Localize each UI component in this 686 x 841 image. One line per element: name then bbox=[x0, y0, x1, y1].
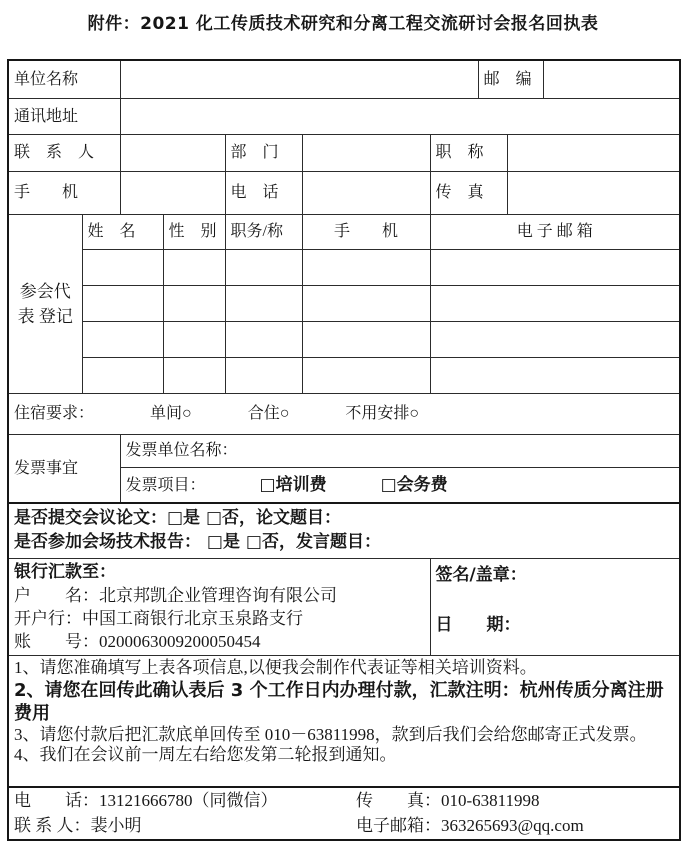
note-3: 3、请您付款后把汇款底单回传至 010－63811998，款到后我们会给您邮寄正式发票。 bbox=[14, 724, 647, 744]
accommodation-cell bbox=[8, 394, 680, 435]
accommodation-option-single[interactable]: 单间○ bbox=[150, 405, 192, 423]
note-2: 2、请您在回传此确认表后 3 个工作日内办理付款，汇款注明：杭州传质分离注册费用 bbox=[14, 679, 664, 724]
row-address bbox=[8, 99, 680, 135]
bank-title: 银行汇款至： bbox=[14, 562, 116, 582]
unit-name-label: 单位名称 bbox=[8, 60, 120, 99]
participant-gender-field[interactable] bbox=[163, 358, 225, 394]
participant-email-field[interactable] bbox=[430, 286, 680, 322]
accommodation-option-none[interactable]: 不用安排○ bbox=[345, 405, 420, 423]
invoice-item-label: 发票项目： bbox=[125, 476, 206, 494]
participant-mobile-field[interactable] bbox=[302, 322, 430, 358]
participant-name-field[interactable] bbox=[82, 286, 163, 322]
contact-person-field[interactable] bbox=[120, 135, 225, 172]
participants-header-position: 职务/称 bbox=[225, 215, 302, 250]
fax-label: 传 真 bbox=[430, 172, 507, 215]
row-mobile bbox=[8, 172, 680, 215]
row-unit-name bbox=[8, 60, 680, 99]
department-field[interactable] bbox=[302, 135, 430, 172]
unit-name-field[interactable] bbox=[120, 60, 478, 99]
participants-header-name: 姓 名 bbox=[82, 215, 163, 250]
footer-phone: 电 话：13121666780（同微信） bbox=[14, 791, 278, 810]
bank-info-cell bbox=[8, 559, 430, 656]
invoice-items-cell bbox=[120, 468, 680, 504]
contact-person-label: 联 系 人 bbox=[8, 135, 120, 172]
bank-row bbox=[8, 559, 680, 656]
mobile-field[interactable] bbox=[120, 172, 225, 215]
invoice-checkbox-conference-fee[interactable]: □会务费 bbox=[380, 474, 448, 495]
bank-account-number: 账 号：0200063009200050454 bbox=[14, 632, 261, 651]
participant-gender-field[interactable] bbox=[163, 286, 225, 322]
signature-label: 签名/盖章： bbox=[435, 565, 527, 585]
date-label: 日 期： bbox=[435, 614, 521, 635]
participant-row bbox=[8, 250, 680, 286]
contact-cell bbox=[8, 787, 680, 840]
footer-email: 电子邮箱：363265693@qq.com bbox=[356, 816, 584, 835]
bank-name: 开户行：中国工商银行北京玉泉路支行 bbox=[14, 609, 303, 628]
questions-cell bbox=[8, 503, 680, 559]
participant-mobile-field[interactable] bbox=[302, 286, 430, 322]
participant-position-field[interactable] bbox=[225, 322, 302, 358]
contact-row bbox=[8, 787, 680, 840]
postcode-label: 邮 编 bbox=[478, 60, 543, 99]
address-label: 通讯地址 bbox=[8, 99, 120, 135]
postcode-field[interactable] bbox=[543, 60, 680, 99]
accommodation-row bbox=[8, 394, 680, 435]
footer-contact-person: 联 系 人：裴小明 bbox=[14, 816, 142, 835]
notes-cell bbox=[8, 656, 680, 788]
participant-email-field[interactable] bbox=[430, 358, 680, 394]
signature-cell bbox=[430, 559, 680, 656]
footer-fax: 传 真：010-63811998 bbox=[356, 791, 540, 810]
participants-header-row bbox=[8, 215, 680, 250]
question-report[interactable]: 是否参加会场技术报告： □是 □否，发言题目： bbox=[14, 532, 381, 552]
notes-row bbox=[8, 656, 680, 788]
participant-gender-field[interactable] bbox=[163, 322, 225, 358]
participant-email-field[interactable] bbox=[430, 322, 680, 358]
participants-header-gender: 性 别 bbox=[163, 215, 225, 250]
participant-row bbox=[8, 358, 680, 394]
participant-name-field[interactable] bbox=[82, 358, 163, 394]
registration-form-table bbox=[7, 59, 681, 841]
department-label: 部 门 bbox=[225, 135, 302, 172]
participant-position-field[interactable] bbox=[225, 286, 302, 322]
participant-position-field[interactable] bbox=[225, 250, 302, 286]
invoice-unit-name bbox=[120, 435, 680, 468]
participant-position-field[interactable] bbox=[225, 358, 302, 394]
invoice-unit-label: 发票单位名称： bbox=[125, 442, 238, 460]
note-1: 1、请您准确填写上表各项信息,以便我会制作代表证等相关培训资料。 bbox=[14, 658, 537, 677]
phone-field[interactable] bbox=[302, 172, 430, 215]
participants-section-label: 参会代表 登记 bbox=[8, 215, 82, 394]
invoice-checkbox-training-fee[interactable]: □培训费 bbox=[259, 474, 327, 495]
job-title-field[interactable] bbox=[507, 135, 680, 172]
participant-email-field[interactable] bbox=[430, 250, 680, 286]
accommodation-option-shared[interactable]: 合住○ bbox=[247, 405, 290, 423]
invoice-section-label: 发票事宜 bbox=[8, 435, 120, 504]
participant-mobile-field[interactable] bbox=[302, 358, 430, 394]
phone-label: 电 话 bbox=[225, 172, 302, 215]
mobile-label: 手 机 bbox=[8, 172, 120, 215]
question-paper[interactable]: 是否提交会议论文：□是 □否，论文题目： bbox=[14, 508, 342, 528]
participant-row bbox=[8, 286, 680, 322]
invoice-unit-row bbox=[8, 435, 680, 468]
note-4: 4、我们在会议前一周左右给您发第二轮报到通知。 bbox=[14, 745, 397, 764]
bank-account-name: 户 名：北京邦凯企业管理咨询有限公司 bbox=[14, 586, 337, 605]
participant-row bbox=[8, 322, 680, 358]
participants-header-email: 电 子 邮 箱 bbox=[430, 215, 680, 250]
participant-name-field[interactable] bbox=[82, 250, 163, 286]
accommodation-label: 住宿要求： bbox=[14, 405, 95, 423]
row-contact-person bbox=[8, 135, 680, 172]
participant-name-field[interactable] bbox=[82, 322, 163, 358]
address-field[interactable] bbox=[120, 99, 680, 135]
fax-field[interactable] bbox=[507, 172, 680, 215]
participant-gender-field[interactable] bbox=[163, 250, 225, 286]
participant-mobile-field[interactable] bbox=[302, 250, 430, 286]
document-title: 附件：2021 化工传质技术研究和分离工程交流研讨会报名回执表 bbox=[87, 14, 599, 34]
participants-header-mobile: 手 机 bbox=[302, 215, 430, 250]
job-title-label: 职 称 bbox=[430, 135, 507, 172]
questions-row bbox=[8, 503, 680, 559]
